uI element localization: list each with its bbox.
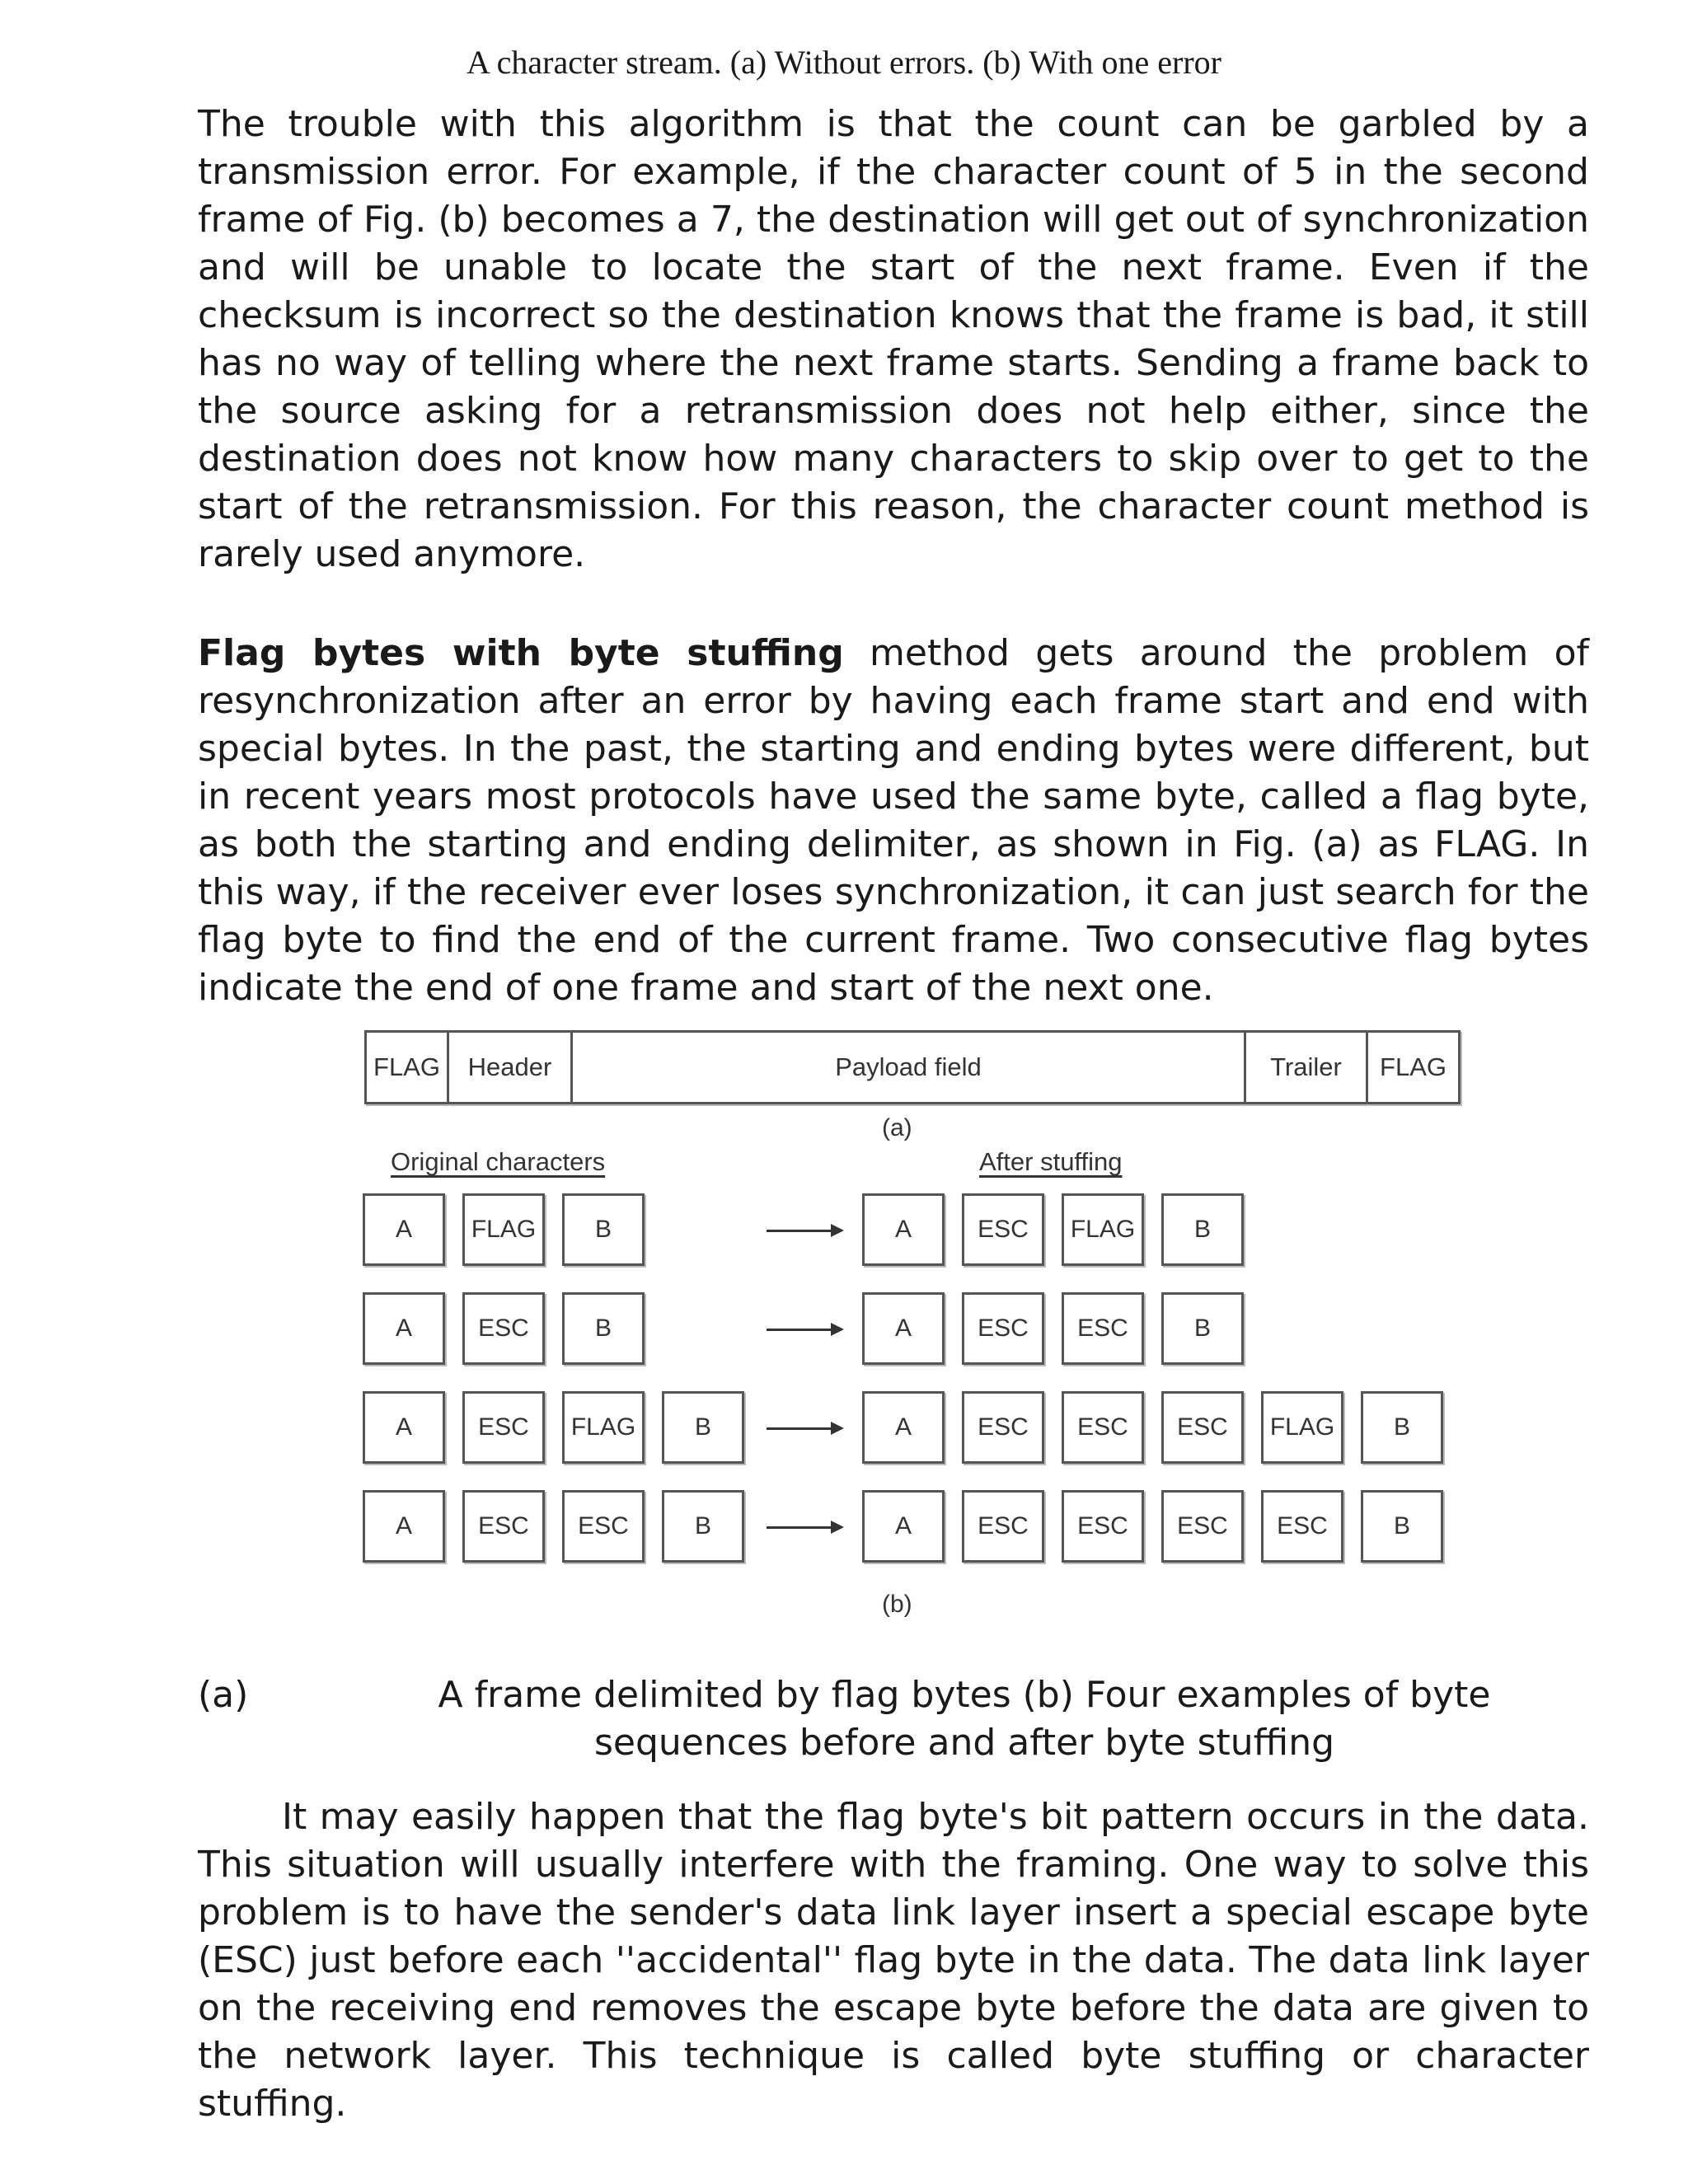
- stuffed-byte: FLAG: [1261, 1391, 1343, 1464]
- stuffed-byte: ESC: [962, 1490, 1044, 1563]
- original-byte: A: [363, 1193, 445, 1266]
- stuffed-byte: ESC: [962, 1193, 1044, 1266]
- frame-flag-end: FLAG: [1380, 1052, 1447, 1081]
- original-byte: FLAG: [562, 1391, 645, 1464]
- figure-label-b: (b): [882, 1591, 912, 1618]
- original-byte: B: [562, 1193, 645, 1266]
- figure-caption-label: (a): [198, 1674, 249, 1716]
- paragraph-escape-byte: It may easily happen that the flag byte's bit pattern occurs in the data. This situation will usually interfere with the framing. One way to solve this problem is to have the sender's data link layer insert a special escape byte (ESC) just before each ''accidental'' flag byte in the data. The data link layer on the receiving end removes the escape byte before the data are given to the network layer. This technique is called byte stuffing or character stuffing.: [198, 1796, 1589, 2125]
- original-byte: ESC: [462, 1391, 545, 1464]
- after-stuffing-heading: After stuffing: [979, 1147, 1123, 1176]
- original-byte: B: [562, 1292, 645, 1365]
- original-byte: ESC: [462, 1292, 545, 1365]
- original-byte: ESC: [562, 1490, 645, 1563]
- stuffed-byte: A: [862, 1490, 945, 1563]
- frame-diagram: [364, 1030, 1461, 1104]
- stuffed-byte: ESC: [1062, 1391, 1144, 1464]
- stuffed-byte: ESC: [962, 1292, 1044, 1365]
- original-characters-heading: Original characters: [391, 1147, 606, 1176]
- figure-label-a: (a): [882, 1114, 912, 1141]
- original-byte: ESC: [462, 1490, 545, 1563]
- figure-caption-top: A character stream. (a) Without errors. (b) With one error: [466, 44, 1222, 81]
- stuffed-byte: ESC: [962, 1391, 1044, 1464]
- stuffed-byte: ESC: [1062, 1490, 1144, 1563]
- term-flag-bytes: Flag bytes with byte stuffing: [198, 632, 844, 674]
- original-byte: A: [363, 1292, 445, 1365]
- stuffing-arrow: [767, 1329, 841, 1331]
- frame-payload: Payload field: [573, 1033, 1246, 1102]
- stuffed-byte: ESC: [1062, 1292, 1144, 1365]
- figure-caption-text: A frame delimited by flag bytes (b) Four examples of byte sequences before and after byte stuffing: [438, 1674, 1491, 1764]
- stuffed-byte: B: [1161, 1292, 1244, 1365]
- stuffing-arrow: [767, 1427, 841, 1430]
- frame-header: Header: [449, 1033, 573, 1102]
- frame-trailer: Trailer: [1246, 1033, 1368, 1102]
- stuffed-byte: FLAG: [1062, 1193, 1144, 1266]
- stuffed-byte: A: [862, 1391, 945, 1464]
- original-byte: A: [363, 1391, 445, 1464]
- frame-flag-start: FLAG: [367, 1033, 449, 1102]
- stuffed-byte: B: [1361, 1490, 1443, 1563]
- paragraph-character-count-problem: The trouble with this algorithm is that the count can be garbled by a transmission error. For example, if the character count of 5 in the second frame of Fig. (b) becomes a 7, the destination will get out of synchronization and will be unable to locate the start of the next frame. Even if the checksum is incorrect so the destination knows that the frame is bad, it still has no way of telling where the next frame starts. Sending a frame back to the source asking for a retransmission does not help either, since the destination does not know how many characters to skip over to get to the start of the retransmission. For this reason, the character count method is rarely used anymore.: [198, 103, 1589, 575]
- stuffed-byte: ESC: [1161, 1490, 1244, 1563]
- stuffed-byte: B: [1361, 1391, 1443, 1464]
- original-byte: A: [363, 1490, 445, 1563]
- stuffed-byte: ESC: [1261, 1490, 1343, 1563]
- stuffed-byte: A: [862, 1193, 945, 1266]
- original-byte: FLAG: [462, 1193, 545, 1266]
- stuffed-byte: ESC: [1161, 1391, 1244, 1464]
- stuffed-byte: A: [862, 1292, 945, 1365]
- stuffing-arrow: [767, 1230, 841, 1232]
- stuffing-arrow: [767, 1526, 841, 1529]
- original-byte: B: [662, 1490, 744, 1563]
- original-byte: B: [662, 1391, 744, 1464]
- paragraph-flag-bytes-text: method gets around the problem of resynchronization after an error by having each frame start and end with special bytes. In the past, the starting and ending bytes were different, but in recent years most protocols have used the same byte, called a flag byte, as both the starting and ending delimiter, as shown in Fig. (a) as FLAG. In this way, if the receiver ever loses synchronization, it can just search for the flag byte to find the end of the current frame. Two consecutive flag bytes indicate the end of one frame and start of the next one.: [198, 632, 1590, 1009]
- stuffed-byte: B: [1161, 1193, 1244, 1266]
